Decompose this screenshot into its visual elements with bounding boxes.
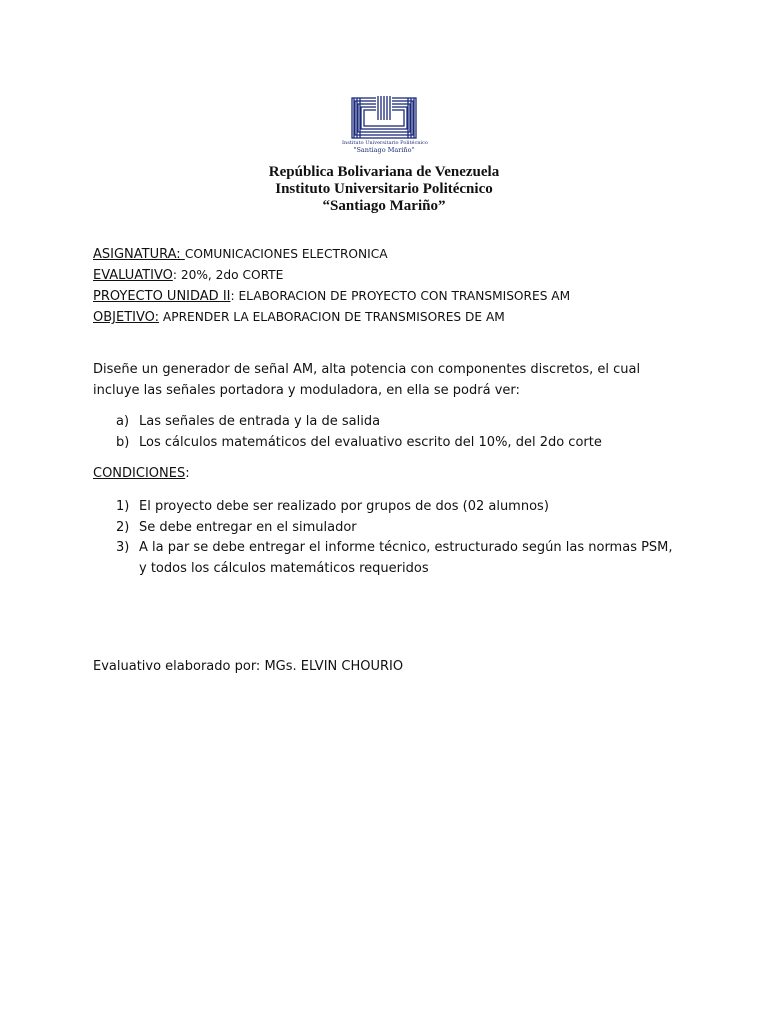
list-marker: 3): [116, 540, 130, 555]
list-item-text: A la par se debe entregar el informe técnico, estructurado según las normas PSM, y todos los cálculos matemáticos requeridos: [139, 540, 673, 576]
field-proyecto: [93, 286, 570, 307]
document-header: [0, 164, 768, 215]
field-asignatura: [93, 244, 570, 265]
logo-caption-name: "Santiago Mariño": [353, 146, 415, 154]
header-country: República Bolivariana de Venezuela: [268, 164, 500, 180]
list-item: [93, 433, 602, 454]
list-item-text: Los cálculos matemáticos del evaluativo escrito del 10%, del 2do corte: [139, 434, 602, 450]
list-marker: b): [116, 434, 130, 450]
conditions-heading-suffix: :: [185, 466, 190, 481]
header-institute: Instituto Universitario Politécnico: [275, 181, 493, 197]
field-evaluativo-value: : 20%, 2do CORTE: [172, 268, 284, 282]
list-item: [93, 497, 683, 518]
list-marker: 1): [116, 499, 130, 514]
list-marker: a): [116, 414, 130, 429]
field-evaluativo-label: EVALUATIVO: [93, 268, 173, 283]
observations-list: [93, 412, 602, 453]
field-proyecto-value: : ELABORACION DE PROYECTO CON TRANSMISORES AM: [230, 289, 571, 303]
list-item-text: Las señales de entrada y la de salida: [139, 414, 381, 429]
list-item: [93, 538, 683, 579]
list-marker: 2): [116, 519, 130, 535]
author-footer: Evaluativo elaborado por: MGs. ELVIN CHOURIO: [93, 659, 404, 674]
conditions-heading-label: CONDICIONES: [93, 466, 186, 481]
list-item-text: El proyecto debe ser realizado por grupos de dos (02 alumnos): [139, 499, 549, 514]
field-proyecto-label: PROYECTO UNIDAD II: [93, 289, 231, 304]
field-asignatura-value: COMUNICACIONES ELECTRONICA: [184, 247, 388, 261]
field-evaluativo: [93, 265, 570, 286]
institute-logo-icon: [342, 96, 426, 140]
assignment-fields: [93, 244, 570, 328]
conditions-list: [93, 497, 683, 579]
field-asignatura-label: ASIGNATURA:: [93, 247, 185, 262]
list-item-text: Se debe entregar en el simulador: [139, 519, 357, 535]
field-objetivo: [93, 307, 570, 328]
list-item: [93, 518, 683, 539]
institute-logo: [342, 96, 426, 158]
field-objetivo-label: OBJETIVO:: [93, 310, 160, 325]
logo-caption-institute: Instituto Universitario Politécnico: [342, 140, 428, 146]
header-institute-name: “Santiago Mariño”: [322, 198, 446, 214]
intro-paragraph: Diseñe un generador de señal AM, alta potencia con componentes discretos, el cual incluye las señales portadora y moduladora, en ella se podrá ver:: [93, 362, 641, 398]
conditions-heading: [93, 463, 190, 484]
field-objetivo-value: APRENDER LA ELABORACION DE TRANSMISORES DE AM: [159, 310, 505, 324]
list-item: [93, 412, 602, 433]
